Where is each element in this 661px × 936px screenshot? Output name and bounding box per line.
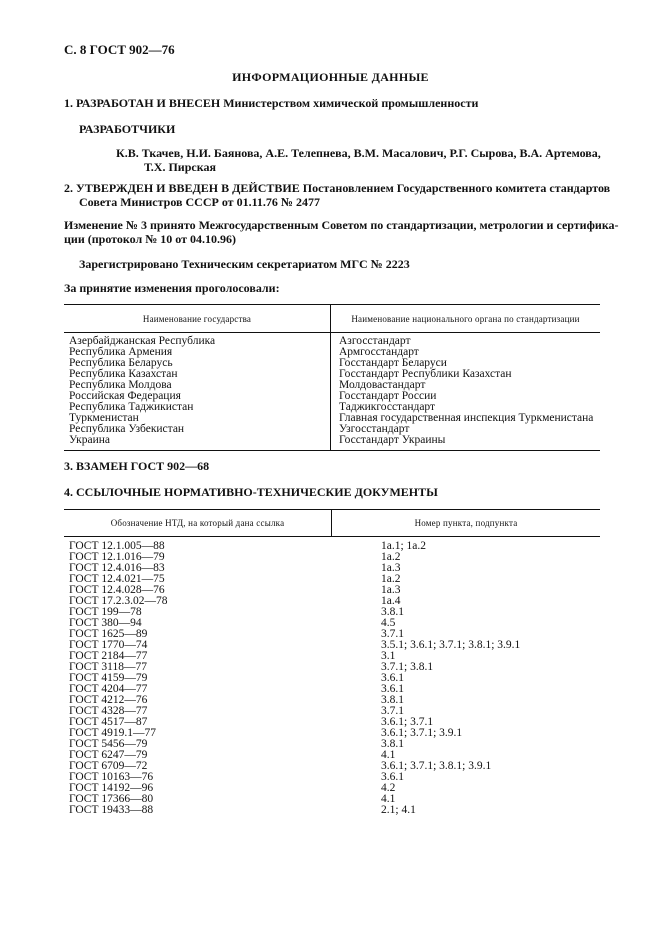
table-row: Республика Узбекистан: [69, 423, 185, 435]
table-row: ГОСТ 10163—76: [69, 771, 154, 783]
section-1-lead: РАЗРАБОТАН И ВНЕСЕН: [76, 96, 221, 110]
table-row: Республика Таджикистан: [69, 401, 194, 413]
table-row: ГОСТ 199—78: [69, 606, 142, 618]
section-1-number: 1.: [64, 96, 73, 110]
table-row: 3.6.1: [381, 771, 404, 783]
table-row: Азербайджанская Республика: [69, 335, 216, 347]
table-row: ГОСТ 4919.1—77: [69, 727, 157, 739]
table-row: Украина: [69, 434, 110, 446]
table-row: ГОСТ 4517—87: [69, 716, 148, 728]
table-row: Госстандарт России: [339, 390, 437, 402]
votes-column-states: [69, 336, 215, 446]
table-row: ГОСТ 2184—77: [69, 650, 148, 662]
table-row: ГОСТ 3118—77: [69, 661, 147, 673]
table-row: 3.7.1; 3.8.1: [381, 661, 434, 673]
table-row: ГОСТ 5456—79: [69, 738, 148, 750]
section-4-heading: [64, 486, 438, 499]
developers-label: РАЗРАБОТЧИКИ: [79, 122, 176, 136]
votes-header-body: Наименование национального органа по стандартизации: [351, 314, 580, 324]
table-row: ГОСТ 17.2.3.02—78: [69, 595, 168, 607]
section-2-lead: УТВЕРЖДЕН И ВВЕДЕН В ДЕЙСТВИЕ: [76, 181, 300, 195]
voted-label: За принятие изменения проголосовали:: [64, 281, 280, 295]
table-row: Республика Армения: [69, 346, 173, 358]
table-row: 1а.4: [381, 595, 401, 607]
table-row: 1а.1; 1а.2: [381, 540, 427, 552]
table-row: ГОСТ 4328—77: [69, 705, 148, 717]
table-row: ГОСТ 12.1.005—88: [69, 540, 165, 552]
table-row: 1а.2: [381, 573, 401, 585]
table-row: Азгосстандарт: [339, 335, 411, 347]
refs-column-documents: [69, 541, 168, 816]
section-3-number: 3.: [64, 459, 73, 473]
section-2-line-2: Совета Министров СССР от 01.11.76 № 2477: [79, 195, 320, 209]
table-row: 3.6.1: [381, 683, 404, 695]
table-row: 1а.3: [381, 584, 401, 596]
table-row: ГОСТ 380—94: [69, 617, 142, 629]
section-2-number: 2.: [64, 181, 73, 195]
table-row: ГОСТ 6709—72: [69, 760, 148, 772]
table-row: ГОСТ 19433—88: [69, 804, 154, 816]
refs-header-document: Обозначение НТД, на который дана ссылка: [110, 518, 285, 528]
table-row: ГОСТ 12.4.021—75: [69, 573, 165, 585]
refs-header-clause: Номер пункта, подпункта: [414, 518, 518, 528]
table-row: 3.8.1: [381, 606, 404, 618]
table-row: 3.6.1; 3.7.1; 3.9.1: [381, 727, 463, 739]
table-row: Молдовастандарт: [339, 379, 426, 391]
votes-table-top-rule: [64, 304, 600, 305]
votes-table-bottom-rule: [64, 450, 600, 451]
votes-column-bodies: [339, 336, 593, 446]
table-row: Госстандарт Украины: [339, 434, 446, 446]
amendment-line-1: Изменение № 3 принято Межгосударственным Советом по стандартизации, метрологии и сертифика-: [64, 218, 619, 232]
table-row: Главная государственная инспекция Туркменистана: [339, 412, 594, 424]
table-row: ГОСТ 6247—79: [69, 749, 148, 761]
table-row: 3.5.1; 3.6.1; 3.7.1; 3.8.1; 3.9.1: [381, 639, 521, 651]
table-row: Таджикгосстандарт: [339, 401, 436, 413]
table-row: Республика Беларусь: [69, 357, 173, 369]
registered-note: Зарегистрировано Техническим секретариатом МГС № 2223: [79, 257, 410, 271]
table-row: ГОСТ 12.4.028—76: [69, 584, 165, 596]
table-row: 3.8.1: [381, 738, 404, 750]
refs-table-header-rule: [64, 536, 600, 537]
section-3-text: ВЗАМЕН ГОСТ 902—68: [76, 459, 210, 473]
page-header: С. 8 ГОСТ 902—76: [64, 42, 175, 57]
table-row: 3.6.1; 3.7.1; 3.8.1; 3.9.1: [381, 760, 492, 772]
table-row: 1а.2: [381, 551, 401, 563]
table-row: 3.8.1: [381, 694, 404, 706]
table-row: Госстандарт Республики Казахстан: [339, 368, 512, 380]
table-row: 3.1: [381, 650, 396, 662]
section-4-number: 4.: [64, 485, 73, 499]
table-row: ГОСТ 4212—76: [69, 694, 148, 706]
page-title: ИНФОРМАЦИОННЫЕ ДАННЫЕ: [232, 70, 429, 84]
table-row: ГОСТ 1770—74: [69, 639, 148, 651]
table-row: ГОСТ 4204—77: [69, 683, 148, 695]
refs-table-top-rule: [64, 509, 600, 510]
table-row: ГОСТ 12.1.016—79: [69, 551, 165, 563]
section-4-text: ССЫЛОЧНЫЕ НОРМАТИВНО-ТЕХНИЧЕСКИЕ ДОКУМЕНТЫ: [76, 485, 438, 499]
table-row: 3.6.1: [381, 672, 404, 684]
table-row: 4.1: [381, 793, 396, 805]
developers-line-2: Т.Х. Пирская: [144, 160, 216, 174]
section-2-rest: Постановлением Государственного комитета стандартов: [302, 181, 611, 195]
section-1-heading: [64, 97, 478, 110]
section-1-rest: Министерством химической промышленности: [223, 96, 479, 110]
table-row: 2.1; 4.1: [381, 804, 416, 816]
table-row: Госстандарт Беларуси: [339, 357, 447, 369]
section-3-heading: [64, 460, 209, 473]
table-row: Туркменистан: [69, 412, 139, 424]
table-row: ГОСТ 14192—96: [69, 782, 154, 794]
votes-table-header-rule: [64, 332, 600, 333]
table-row: Узгосстандарт: [339, 423, 410, 435]
votes-header-state: Наименование государства: [142, 314, 252, 324]
developers-line-1: К.В. Ткачев, Н.И. Баянова, А.Е. Телепнева, В.М. Масалович, Р.Г. Сырова, В.А. Артемова,: [116, 146, 601, 160]
table-row: Армгосстандарт: [339, 346, 419, 358]
table-row: Республика Казахстан: [69, 368, 178, 380]
table-row: 3.6.1; 3.7.1: [381, 716, 434, 728]
amendment-line-2: ции (протокол № 10 от 04.10.96): [64, 232, 237, 246]
section-2-heading: [64, 182, 610, 195]
table-row: 4.5: [381, 617, 396, 629]
refs-column-clauses: [381, 541, 520, 816]
table-row: 1а.3: [381, 562, 401, 574]
table-row: ГОСТ 12.4.016—83: [69, 562, 165, 574]
table-row: ГОСТ 4159—79: [69, 672, 148, 684]
table-row: ГОСТ 17366—80: [69, 793, 154, 805]
table-row: 4.2: [381, 782, 396, 794]
table-row: Российская Федерация: [69, 390, 181, 402]
table-row: 4.1: [381, 749, 396, 761]
table-row: Республика Молдова: [69, 379, 172, 391]
votes-table-divider: [330, 304, 331, 450]
table-row: ГОСТ 1625—89: [69, 628, 148, 640]
table-row: 3.7.1: [381, 705, 404, 717]
table-row: 3.7.1: [381, 628, 404, 640]
